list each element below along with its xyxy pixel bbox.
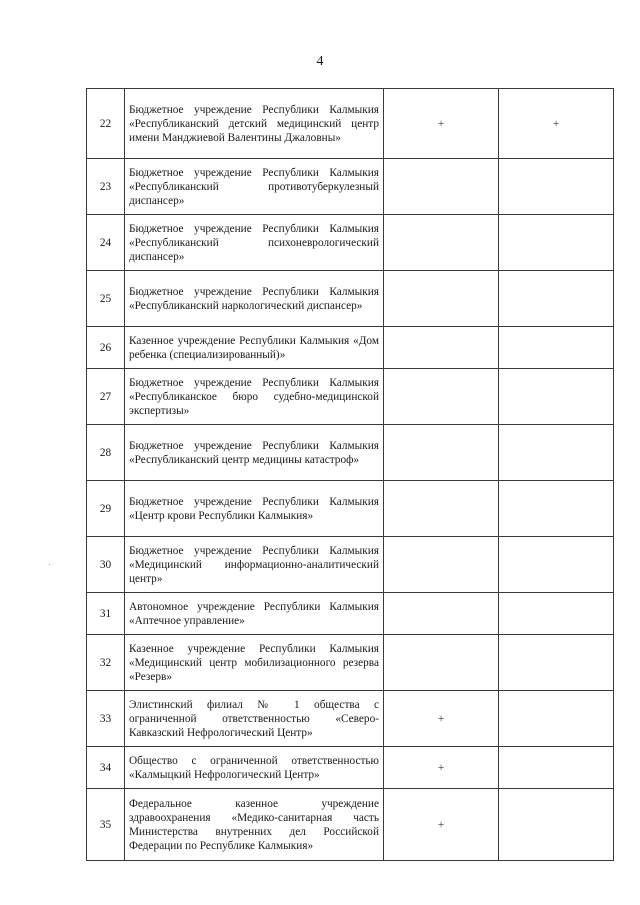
mark-cell-1: + [384, 789, 499, 861]
row-number: 35 [87, 789, 125, 861]
mark-cell-2 [499, 425, 614, 481]
table-row [87, 271, 614, 327]
table-row [87, 425, 614, 481]
table-row [87, 215, 614, 271]
row-number: 31 [87, 593, 125, 635]
mark-cell-2 [499, 481, 614, 537]
row-number: 28 [87, 425, 125, 481]
mark-cell-1 [384, 425, 499, 481]
organization-name: Бюджетное учреждение Республики Калмыкия «Республиканский противотуберкулезный диспансер» [125, 159, 384, 215]
mark-cell-1 [384, 481, 499, 537]
mark-cell-2 [499, 593, 614, 635]
mark-cell-1 [384, 271, 499, 327]
organization-name: Автономное учреждение Республики Калмыкия «Аптечное управление» [125, 593, 384, 635]
organization-name: Бюджетное учреждение Республики Калмыкия «Республиканский наркологический диспансер» [125, 271, 384, 327]
organization-name: Бюджетное учреждение Республики Калмыкия «Медицинский информационно-аналитический центр» [125, 537, 384, 593]
organization-name: Бюджетное учреждение Республики Калмыкия «Республиканский психоневрологический диспансер» [125, 215, 384, 271]
organization-name: Бюджетное учреждение Республики Калмыкия «Центр крови Республики Калмыкия» [125, 481, 384, 537]
mark-cell-1: + [384, 89, 499, 159]
row-number: 27 [87, 369, 125, 425]
mark-cell-2: + [499, 89, 614, 159]
organization-name: Федеральное казенное учреждение здравоохранения «Медико-санитарная часть Министерства внутренних дел Российской Федерации по Республике Калмыкия» [125, 789, 384, 861]
mark-cell-2 [499, 215, 614, 271]
mark-cell-2 [499, 159, 614, 215]
organization-name: Казенное учреждение Республики Калмыкия «Дом ребенка (специализированный)» [125, 327, 384, 369]
row-number: 34 [87, 747, 125, 789]
table-row [87, 747, 614, 789]
table-row [87, 89, 614, 159]
row-number: 26 [87, 327, 125, 369]
table-row [87, 593, 614, 635]
mark-cell-1: + [384, 747, 499, 789]
mark-cell-1 [384, 635, 499, 691]
mark-cell-2 [499, 747, 614, 789]
mark-cell-1 [384, 327, 499, 369]
row-number: 23 [87, 159, 125, 215]
table-row [87, 481, 614, 537]
organizations-table [86, 88, 614, 861]
table-row [87, 369, 614, 425]
organization-name: Бюджетное учреждение Республики Калмыкия «Республиканское бюро судебно-медицинской экспертизы» [125, 369, 384, 425]
row-number: 32 [87, 635, 125, 691]
mark-cell-2 [499, 537, 614, 593]
table-row [87, 537, 614, 593]
mark-cell-2 [499, 635, 614, 691]
row-number: 24 [87, 215, 125, 271]
table-row [87, 789, 614, 861]
page-number: 4 [316, 54, 324, 69]
mark-cell-1: + [384, 691, 499, 747]
organizations-table-body [87, 89, 614, 861]
row-number: 30 [87, 537, 125, 593]
table-row [87, 159, 614, 215]
mark-cell-2 [499, 271, 614, 327]
table-row [87, 327, 614, 369]
organization-name: Бюджетное учреждение Республики Калмыкия «Республиканский центр медицины катастроф» [125, 425, 384, 481]
mark-cell-1 [384, 369, 499, 425]
organization-name: Бюджетное учреждение Республики Калмыкия «Республиканский детский медицинский центр имени Манджиевой Валентины Джаловны» [125, 89, 384, 159]
mark-cell-1 [384, 593, 499, 635]
scan-speck [49, 564, 50, 565]
mark-cell-2 [499, 691, 614, 747]
mark-cell-1 [384, 159, 499, 215]
row-number: 25 [87, 271, 125, 327]
mark-cell-2 [499, 369, 614, 425]
mark-cell-1 [384, 537, 499, 593]
table-row [87, 691, 614, 747]
row-number: 33 [87, 691, 125, 747]
organization-name: Элистинский филиал № 1 общества с ограниченной ответственностью «Северо-Кавказский Нефрологический Центр» [125, 691, 384, 747]
row-number: 29 [87, 481, 125, 537]
organization-name: Общество с ограниченной ответственностью «Калмыцкий Нефрологический Центр» [125, 747, 384, 789]
mark-cell-2 [499, 789, 614, 861]
row-number: 22 [87, 89, 125, 159]
table-row [87, 635, 614, 691]
organization-name: Казенное учреждение Республики Калмыкия «Медицинский центр мобилизационного резерва «Резерв» [125, 635, 384, 691]
mark-cell-2 [499, 327, 614, 369]
mark-cell-1 [384, 215, 499, 271]
